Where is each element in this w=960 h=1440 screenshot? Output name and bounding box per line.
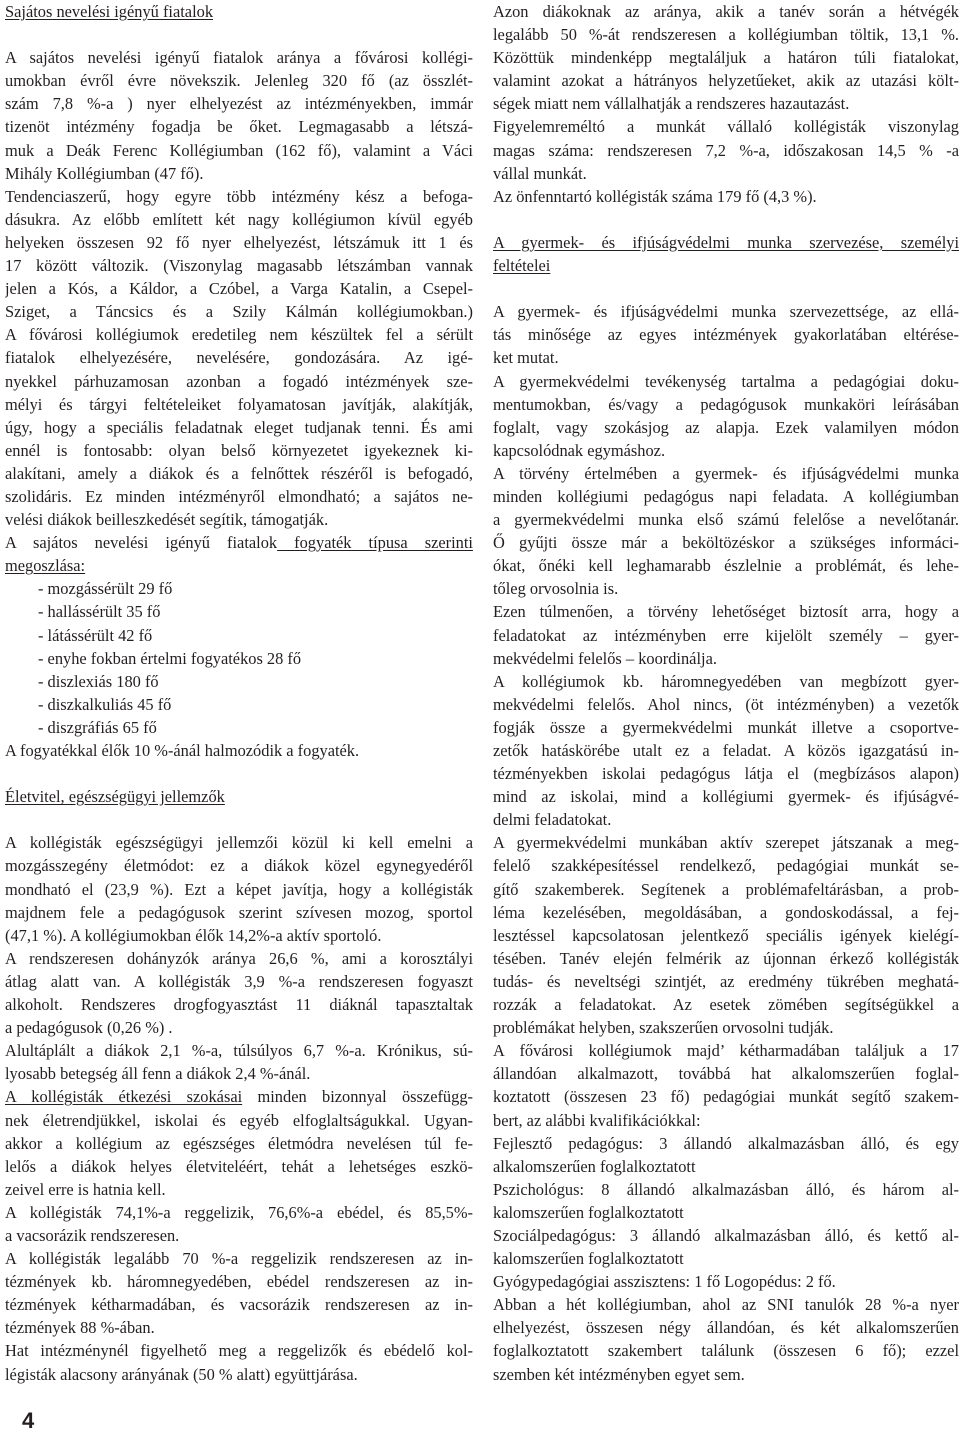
text-line: dásukra. Az előbb említett két nagy kollégiumon kívül egyéb [5,209,473,229]
text-line: majdnem fele a pedagógusok szerint szívesen mozog, sportol [5,902,473,922]
text-line: állandóan alkalmazott, továbbá hat alkalomszerűen foglal- [493,1064,959,1084]
text-line: légisták alacsony arányának (50 % alatt) együttjárása. [5,1364,358,1384]
blank-line [493,208,959,231]
text-line: ségek miatt nem vállalhatják a rendszeres hazautazást. [493,94,850,114]
blank-line [5,808,473,831]
text-line: A gyermekvédelmi munkában aktív szerepet játszanak a meg- [493,833,959,853]
text-line: jelen a Kós, a Káldor, a Czóbel, a Varga Katalin, a Csepel- [5,279,473,299]
text-line: mentumokban, és/vagy a pedagógusok munkaköri leírásában [493,394,959,414]
blank-line [493,277,959,300]
text-line: Ezen túlmenően, a törvény lehetőséget biztosít arra, hogy a [493,602,959,622]
text-line [5,1085,473,1108]
text-line: - enyhe fokban értelmi fogyatékos 28 fő [38,648,302,668]
text-line: tézmények 88 %-ában. [5,1318,155,1338]
page-number: 4 [22,1408,35,1433]
text-line: a vacsorázik rendszeresen. [5,1225,180,1245]
text-line: ókat, őnéki kell leghamarabb észlelnie a problémát, és lehe- [493,556,959,576]
text-line: akkor a kollégium az egészséges életmódra nevelésen túl fe- [5,1133,473,1153]
text-line: kalomszerűen foglalkoztatott [493,1202,684,1222]
text-line: lesztéssel kapcsolatosan jelentkező speciális igények kielégí- [493,925,959,945]
text-line-tail: minden bizonnyal összefügg- [242,1087,473,1107]
text-line: Fejlesztő pedagógus: 3 állandó alkalmazásban álló, és egy [493,1133,959,1153]
text-line: foglalkoztatott szakembert találunk (összesen 6 fő); ezzel [493,1341,959,1361]
text-line: foglalt, vagy szokásjog az alapja. Ezek valamilyen módon [493,417,959,437]
text-line: tésében. Tanév elején felmérik az újonnan érkező kollégisták [493,948,959,968]
text-line: nyekkel párhuzamosan azonban a fogadó intézmények sze- [5,371,473,391]
text-line: A gyermek- és ifjúságvédelmi munka szervezettsége, az ellá- [493,302,959,322]
text-line [5,531,473,554]
text-line: helyeken összesen 92 fő nyer elhelyezést, létszámuk itt 1 és [5,232,473,252]
text-line: Közöttük mindenképp megtaláljuk a határon túli fiatalokat, [493,48,959,68]
text-line: mozgásszegény életmódot: ez a diákok közel egynegyedéről [5,856,473,876]
text-line: tézmények kb. háromnegyedében, ebédel rendszeresen az in- [5,1272,473,1292]
text-line: mélyi és tárgyi feltételeiket folyamatosan javítják, alakítják, [5,394,473,414]
text-line: zeivel erre is hatnia kell. [5,1179,166,1199]
text-line: muk a Deák Ferenc Kollégiumban (162 fő), valamint a Váci [5,140,473,160]
text-line: Pszichológus: 8 állandó alkalmazásban álló, és három al- [493,1179,959,1199]
text-line: - diszkalkuliás 45 fő [38,694,172,714]
text-line: zetők hatáskörébe utalt ez a feladat. A közös igazgatású in- [493,741,959,760]
text-line: fiatalok elhelyezésére, nevelésére, gondozására. Az igé- [5,348,473,368]
text-line: - diszlexiás 180 fő [38,671,159,691]
text-line: Tendenciaszerű, hogy egyre több intézmény kész a befoga- [5,186,473,206]
text-line: Szociálpedagógus: 3 állandó alkalmazásban álló, és kettő al- [493,1225,959,1245]
text-line: úgy, hogy a speciális feladatnak eleget tudjanak tenni. És ami [5,417,473,437]
text-line: Alultáplált a diákok 2,1 %-a, túlsúlyos 6,7 %-a. Krónikus, sú- [5,1041,473,1061]
text-line: gítő szakemberek. Segítenek a problémafeltárásban, a prob- [493,879,959,899]
text-line: vállal munkát. [493,163,587,183]
text-line: tizenöt intézmény fogadja be őket. Legmagasabb a létszá- [5,117,473,137]
right-column [493,0,959,1386]
blank-line [5,762,473,785]
text-line: fogják össze a gyermekvédelmi munkát illetve a csoportve- [493,717,959,737]
text-line-tail: fogyaték típusa szerinti [277,533,473,553]
text-line: magas száma: rendszeresen 7,2 %-a, időszakosan 14,5 % -a [493,140,959,160]
text-line: A rendszeresen dohányzók aránya 26,6 %, ami a korosztályi [5,948,473,968]
text-line: rozzák a feladatokat. Az esetek zömében segítségükkel a [493,995,959,1015]
text-line: mekvédelmi felelős – koordinálja. [493,648,717,668]
text-line: lyosabb betegség áll fenn a diákok 2,4 %-ánál. [5,1064,311,1084]
text-line: - hallássérült 35 fő [38,602,161,622]
text-line: Sziget, a Táncsics és a Szily Kálmán kollégiumokban.) [5,302,473,322]
text-line: elhelyezést, összesen négy állandóan, és két alkalomszerűen [493,1318,959,1338]
text-line: delmi feladatokat. [493,810,612,830]
text-line: megoszlása: [5,556,86,576]
text-line: Hat intézménynél figyelhető meg a reggelizők és ebédelő kol- [5,1341,473,1361]
text-line: tás minősége az egyes intézmények gyakorlatában eltérése- [493,325,959,345]
text-line: nek életrendjükkel, iskolai és egyéb elfoglaltságukkal. Ugyan- [5,1110,473,1130]
text-line: velési diákok beilleszkedését segítik, támogatják. [5,510,329,530]
text-line: átlag alatt van. A kollégisták 3,9 %-a rendszeresen fogyaszt [5,971,473,991]
text-line: alakítani, amely a diákok és a felnőttek részéről is befogadó, [5,463,473,483]
text-line: szemben két intézményben egyet sem. [493,1364,745,1384]
text-line: koztatott (összesen 23 fő) pedagógiai munkát segítő szakem- [493,1087,959,1107]
text-line: A gyermekvédelmi tevékenység tartalma a pedagógiai doku- [493,371,959,391]
text-line: alkoholt. Rendszeres drogfogyasztást 11 diáknál tapasztaltak [5,995,473,1015]
text-line: feladatokat az intézményben erre kijelölt személy – gyer- [493,625,959,645]
text-line: Mihály Kollégiumban (47 fő). [5,163,204,183]
text-line: minden kollégiumi pedagógus napi feladata. A kollégiumban [493,486,959,506]
text-line: szolidáris. Ez minden intézményről elmondható; a sajátos ne- [5,486,473,506]
text-line: tőleg orvosolnia is. [493,579,619,599]
text-line: (47,1 %). A kollégiumokban élők 14,2%-a aktív sportoló. [5,925,382,945]
text-line: lelős a diákok helyes életviteléért, tehát a lehetséges eszkö- [5,1156,473,1176]
text-line: A fogyatékkal élők 10 %-ánál halmozódik a fogyaték. [5,741,360,760]
text-line: Az önfenntartó kollégisták száma 179 fő (4,3 %). [493,186,817,206]
text-line-head: A sajátos nevelési igényű fiatalok [5,533,278,553]
text-line: A gyermek- és ifjúságvédelmi munka szervezése, személyi [493,232,959,252]
text-line: A kollégisták legalább 70 %-a reggelizik rendszeresen az in- [5,1249,473,1269]
text-line: Ő gyűjti össze már a beköltözéskor a szükséges informáci- [493,533,959,553]
text-line: mondható el (23,9 %). Ezt a képet javítja, hogy a kollégisták [5,879,473,899]
text-line: A törvény értelmében a gyermek- és ifjúságvédelmi munka [493,463,959,483]
text-line: Abban a hét kollégiumban, ahol az SNI tanulók 28 %-a nyer [493,1295,959,1315]
text-line: bert, az alábbi kvalifikációkkal: [493,1110,701,1130]
text-line: A kollégiumok kb. háromnegyedében van megbízott gyer- [493,671,959,691]
text-line: ennél is fontosabb: olyan belső környezetet igyekeznek ki- [5,440,473,460]
text-line: Sajátos nevelési igényű fiatalok [5,2,214,21]
text-line: umokban évről évre növekszik. Jelenleg 320 fő (az összlét- [5,71,473,91]
text-line: A kollégisták 74,1%-a reggelizik, 76,6%-a ebédel, és 85,5%- [5,1202,473,1222]
text-line: a pedagógusok (0,26 %) . [5,1018,173,1038]
text-line: ket mutat. [493,348,559,368]
text-line: - diszgráfiás 65 fő [38,717,157,737]
text-line: Azon diákoknak az aránya, akik a tanév során a hétvégék [493,2,959,21]
text-line: problémákat helyben, szakszerűen orvosolni tudják. [493,1018,834,1038]
text-line: 17 között változik. (Viszonylag magasabb létszámban vannak [5,256,473,276]
text-line: - mozgássérült 29 fő [38,579,173,599]
text-line: A fővárosi kollégiumok majd’ kétharmadában találjuk a 17 [493,1041,959,1061]
text-line: alkalomszerűen foglalkoztatott [493,1156,696,1176]
text-line: A sajátos nevelési igényű fiatalok aránya a fővárosi kollégi- [5,48,473,68]
text-line: feltételei [493,256,551,276]
text-line-head: A kollégisták étkezési szokásai [5,1087,243,1107]
text-line: mind az iskolai, mind a kollégiumi gyermek- és ifjúságvé- [493,787,959,807]
text-line: Gyógypedagógiai asszisztens: 1 fő Logopédus: 2 fő. [493,1272,836,1292]
text-line: valamint azokat a hátrányos helyzetűeket, akik az utazási költ- [493,71,959,91]
text-line: tézményekben iskolai pedagógus látja el (megbízásos alapon) [493,764,959,784]
text-line: - látássérült 42 fő [38,625,153,645]
text-line: A fővárosi kollégiumok eredetileg nem készültek fel a sérült [5,325,473,345]
text-line: tézmények kétharmadában, és vacsorázik rendszeresen az in- [5,1295,473,1315]
text-line: kapcsolódnak egymáshoz. [493,440,666,460]
right-column-text [493,0,959,1386]
text-line: Életvitel, egészségügyi jellemzők [5,787,225,807]
text-line: a gyermekvédelmi munka első számú felelőse a nevelőtanár. [493,510,959,530]
left-column-text [5,0,473,1386]
blank-line [5,23,473,46]
left-column [5,0,473,1386]
text-line: kalomszerűen foglalkoztatott [493,1249,684,1269]
text-line: léma kezelésében, megoldásában, a gondoskodással, a fej- [493,902,959,922]
text-line: mekvédelmi felelős. Ahol nincs, (öt intézményben) a vezetők [493,694,959,714]
text-line: szám 7,8 %-a ) nyer elhelyezést az intézményekben, immár [5,94,473,114]
text-line: felelő szakképesítéssel rendelkező, pedagógiai munkát se- [493,856,959,876]
text-line: A kollégisták egészségügyi jellemzői közül ki kell emelni a [5,833,473,853]
text-line: tudás- és neveltségi szintjét, az eredmény tükrében meghatá- [493,971,959,991]
text-line: Figyelemreméltó a munkát vállaló kollégisták viszonylag [493,117,959,137]
text-line: legalább 50 %-át rendszeresen a kollégiumban töltik, 13,1 %. [493,25,959,45]
